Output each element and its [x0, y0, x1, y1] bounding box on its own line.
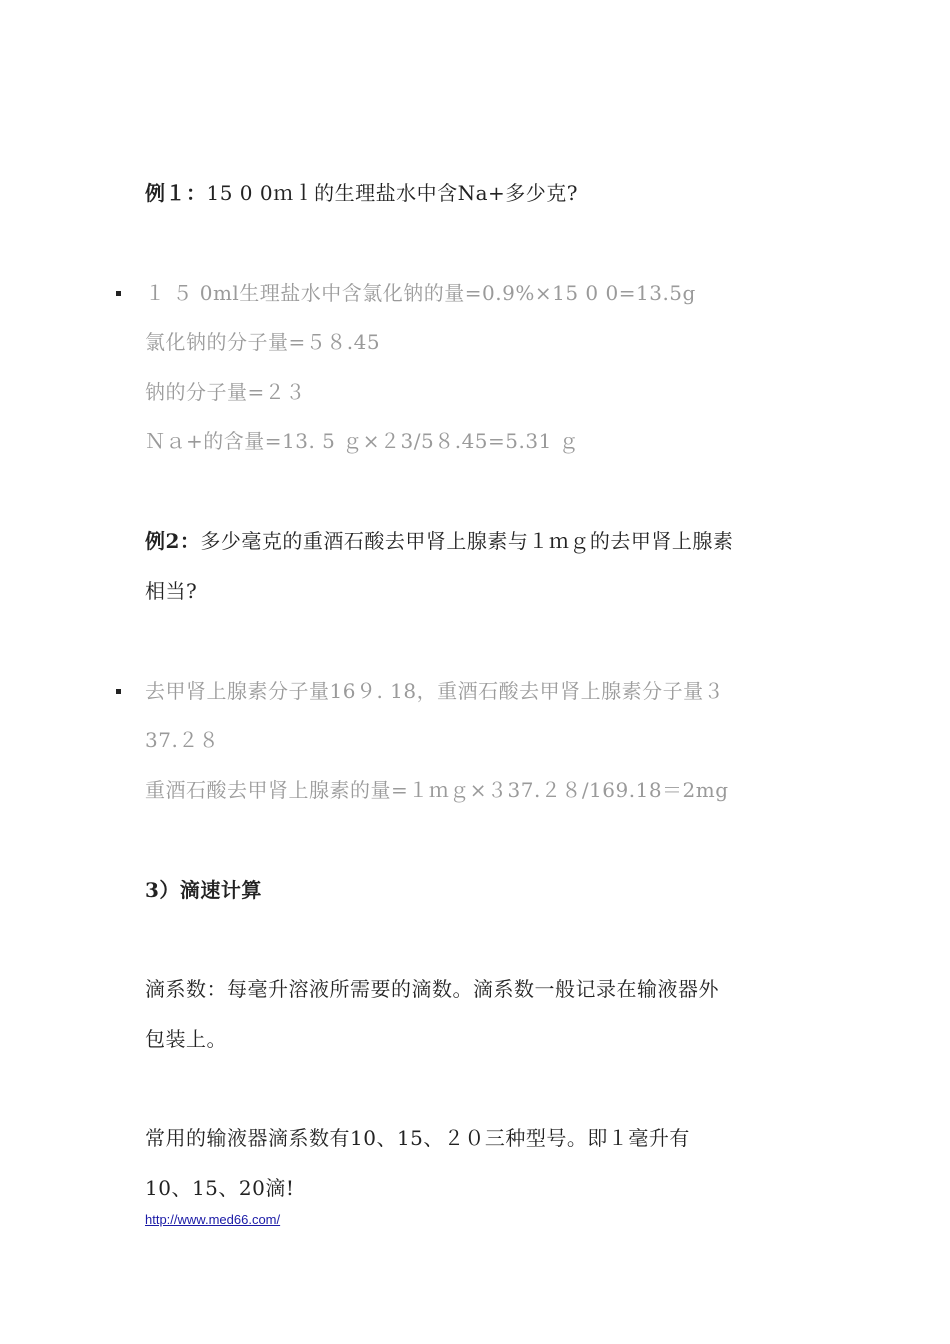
example2-label: 例2： — [145, 529, 201, 553]
paragraph-2-line-1: 常用的输液器滴系数有10、15、２０三种型号。即１毫升有 — [145, 1126, 690, 1150]
example2-answer-line-1: 去甲肾上腺素分子量16９. 18，重酒石酸去甲肾上腺素分子量３ — [145, 679, 725, 703]
example1-answer-line-2: 氯化钠的分子量=５８.45 — [145, 330, 381, 354]
paragraph-1-line-2: 包装上。 — [145, 1027, 227, 1051]
example2-answer-line-3: 重酒石酸去甲肾上腺素的量=１ｍｇ×３37.２８/169.18＝2mg — [145, 778, 729, 802]
bullet-marker — [116, 689, 121, 694]
example1-answer-line-1: １ ５ 0ml生理盐水中含氯化钠的量=0.9%×15 0 0=13.5g — [145, 281, 696, 305]
example2-question-text: 多少毫克的重酒石酸去甲肾上腺素与１ｍｇ的去甲肾上腺素 — [200, 529, 734, 553]
example2-question — [145, 528, 733, 554]
bullet-marker — [116, 291, 121, 296]
example2-question-line-2: 相当? — [145, 579, 198, 603]
section-heading: 3）滴速计算 — [145, 878, 262, 902]
example1-question — [145, 180, 578, 206]
example2-answer-line-2: 37.２８ — [145, 728, 220, 752]
example1-question-text: 15 0 0ｍｌ的生理盐水中含Na+多少克? — [206, 181, 579, 205]
paragraph-2-line-2: 10、15、20滴! — [145, 1176, 295, 1200]
example1-label: 例１： — [145, 181, 207, 205]
example1-answer-line-3: 钠的分子量=２３ — [145, 380, 306, 404]
paragraph-1-line-1: 滴系数：每毫升溶液所需要的滴数。滴系数一般记录在输液器外 — [145, 977, 719, 1001]
source-link[interactable]: http://www.med66.com/ — [145, 1212, 281, 1227]
example1-answer-line-4: Ｎａ+的含量=13. 5 ｇ×２3/5８.45=5.31 ｇ — [145, 429, 580, 453]
